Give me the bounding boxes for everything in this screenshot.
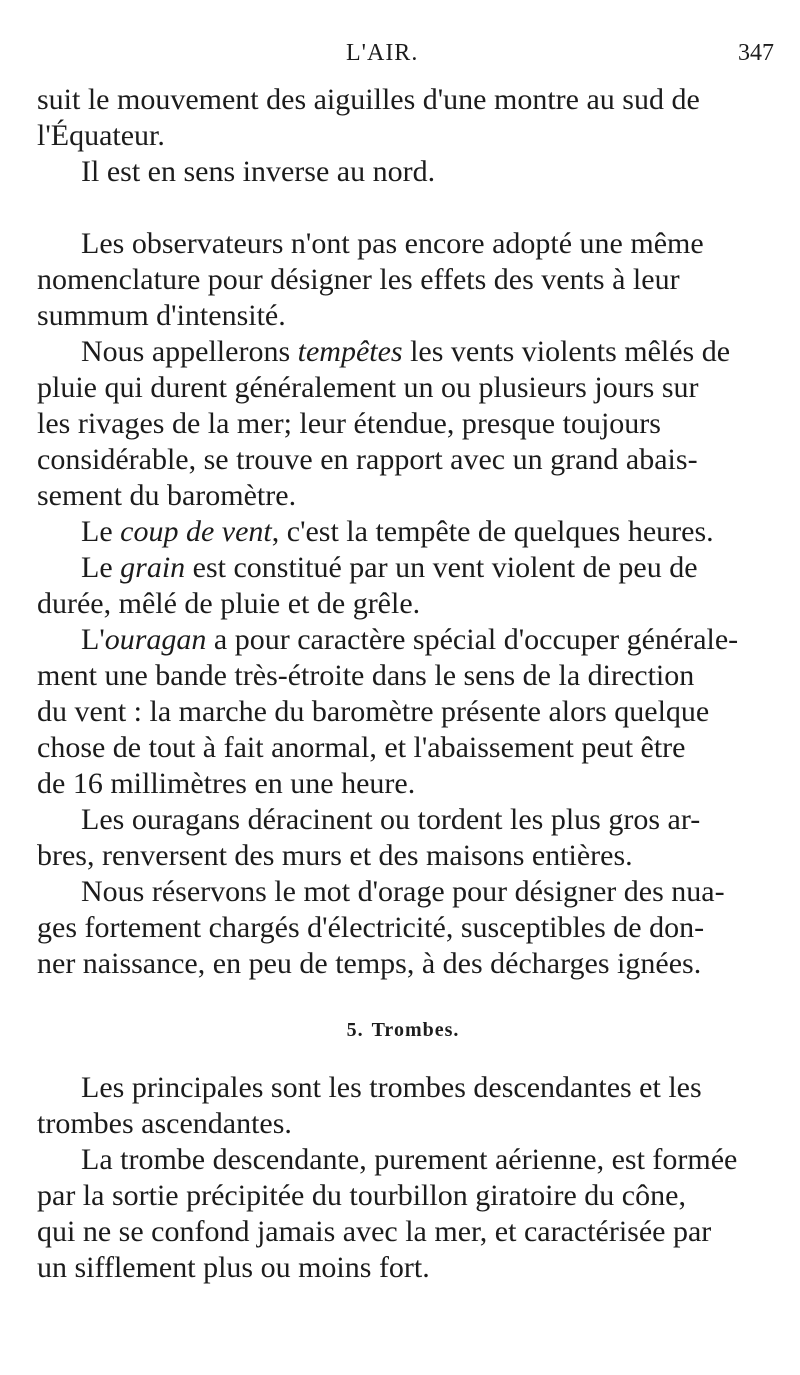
line-prefix: Le [81, 551, 121, 584]
paragraph [37, 874, 769, 982]
text-line: Les ouragans déracinent ou tordent les plus gros ar- [81, 803, 701, 836]
text-line: nomenclature pour désigner les effets des vents à leur [37, 263, 680, 296]
term-ouragan: ouragan [104, 623, 207, 656]
text-line: ges fortement chargés d'électricité, susceptibles de don- [37, 911, 705, 944]
text-line: chose de tout à fait anormal, et l'abaissement peut être [37, 731, 686, 764]
text-line: considérable, se trouve en rapport avec un grand abais- [37, 443, 698, 476]
section-title: Trombes. [371, 1019, 460, 1041]
section-number: 5. [346, 1019, 364, 1041]
text-line: Les principales sont les trombes descendantes et les [81, 1071, 702, 1104]
text-line: du vent : la marche du baromètre présente alors quelque [37, 695, 710, 728]
paragraph [37, 82, 769, 154]
text-line: La trombe descendante, purement aérienne, est formée [81, 1143, 738, 1176]
line-prefix: L' [81, 623, 105, 656]
term-coup-de-vent: coup de vent [120, 515, 272, 548]
text-line: durée, mêlé de pluie et de grêle. [37, 587, 421, 620]
body-text [37, 82, 769, 1286]
text-line [37, 622, 769, 658]
text-line: ner naissance, en peu de temps, à des décharges ignées. [37, 947, 702, 980]
paragraph-grain [37, 550, 769, 622]
text-line: les rivages de la mer; leur étendue, presque toujours [37, 407, 661, 440]
text-line: Il est en sens inverse au nord. [81, 155, 436, 188]
section-heading [37, 1010, 769, 1050]
paragraph-coup-de-vent [37, 514, 769, 550]
page-header [0, 40, 800, 70]
paragraph [37, 802, 769, 874]
paragraph-spacer [37, 190, 769, 226]
text-line: Les observateurs n'ont pas encore adopté une même [81, 227, 704, 260]
text-line: ment une bande très-étroite dans le sens de la direction [37, 659, 695, 692]
text-line: summum d'intensité. [37, 299, 286, 332]
line-suffix: est constitué par un vent violent de peu de [185, 551, 698, 584]
paragraph [37, 154, 769, 190]
term-grain: grain [120, 551, 186, 584]
line-prefix: Le [81, 515, 121, 548]
text-line: bres, renversent des murs et des maisons entières. [37, 839, 633, 872]
paragraph-ouragan [37, 622, 769, 802]
section-spacer [37, 982, 769, 1010]
paragraph-tempetes [37, 334, 769, 514]
text-line: trombes ascendantes. [37, 1107, 292, 1140]
section-spacer [37, 1050, 769, 1070]
line-suffix: a pour caractère spécial d'occuper générale- [206, 623, 739, 656]
running-head: L'AIR. [346, 40, 419, 66]
paragraph [37, 1142, 769, 1286]
line-suffix: les vents violents mêlés de [402, 335, 731, 368]
text-line [37, 334, 769, 370]
text-line [37, 550, 769, 586]
paragraph [37, 1070, 769, 1142]
text-line: pluie qui durent généralement un ou plusieurs jours sur [37, 371, 699, 404]
term-tempetes: tempêtes [297, 335, 403, 368]
text-line: suit le mouvement des aiguilles d'une montre au sud de [37, 83, 700, 116]
line-prefix: Nous appellerons [81, 335, 298, 368]
text-line: Nous réservons le mot d'orage pour désigner des nua- [81, 875, 725, 908]
line-suffix: , c'est la tempête de quelques heures. [271, 515, 714, 548]
text-line: qui ne se confond jamais avec la mer, et caractérisée par [37, 1215, 712, 1248]
text-line: sement du baromètre. [37, 479, 297, 512]
text-line: un sifflement plus ou moins fort. [37, 1251, 430, 1284]
text-line: de 16 millimètres en une heure. [37, 767, 416, 800]
text-line: par la sortie précipitée du tourbillon giratoire du cône, [37, 1179, 686, 1212]
page-number: 347 [738, 40, 774, 66]
paragraph [37, 226, 769, 334]
text-line [37, 514, 769, 550]
text-line: l'Équateur. [37, 119, 165, 152]
